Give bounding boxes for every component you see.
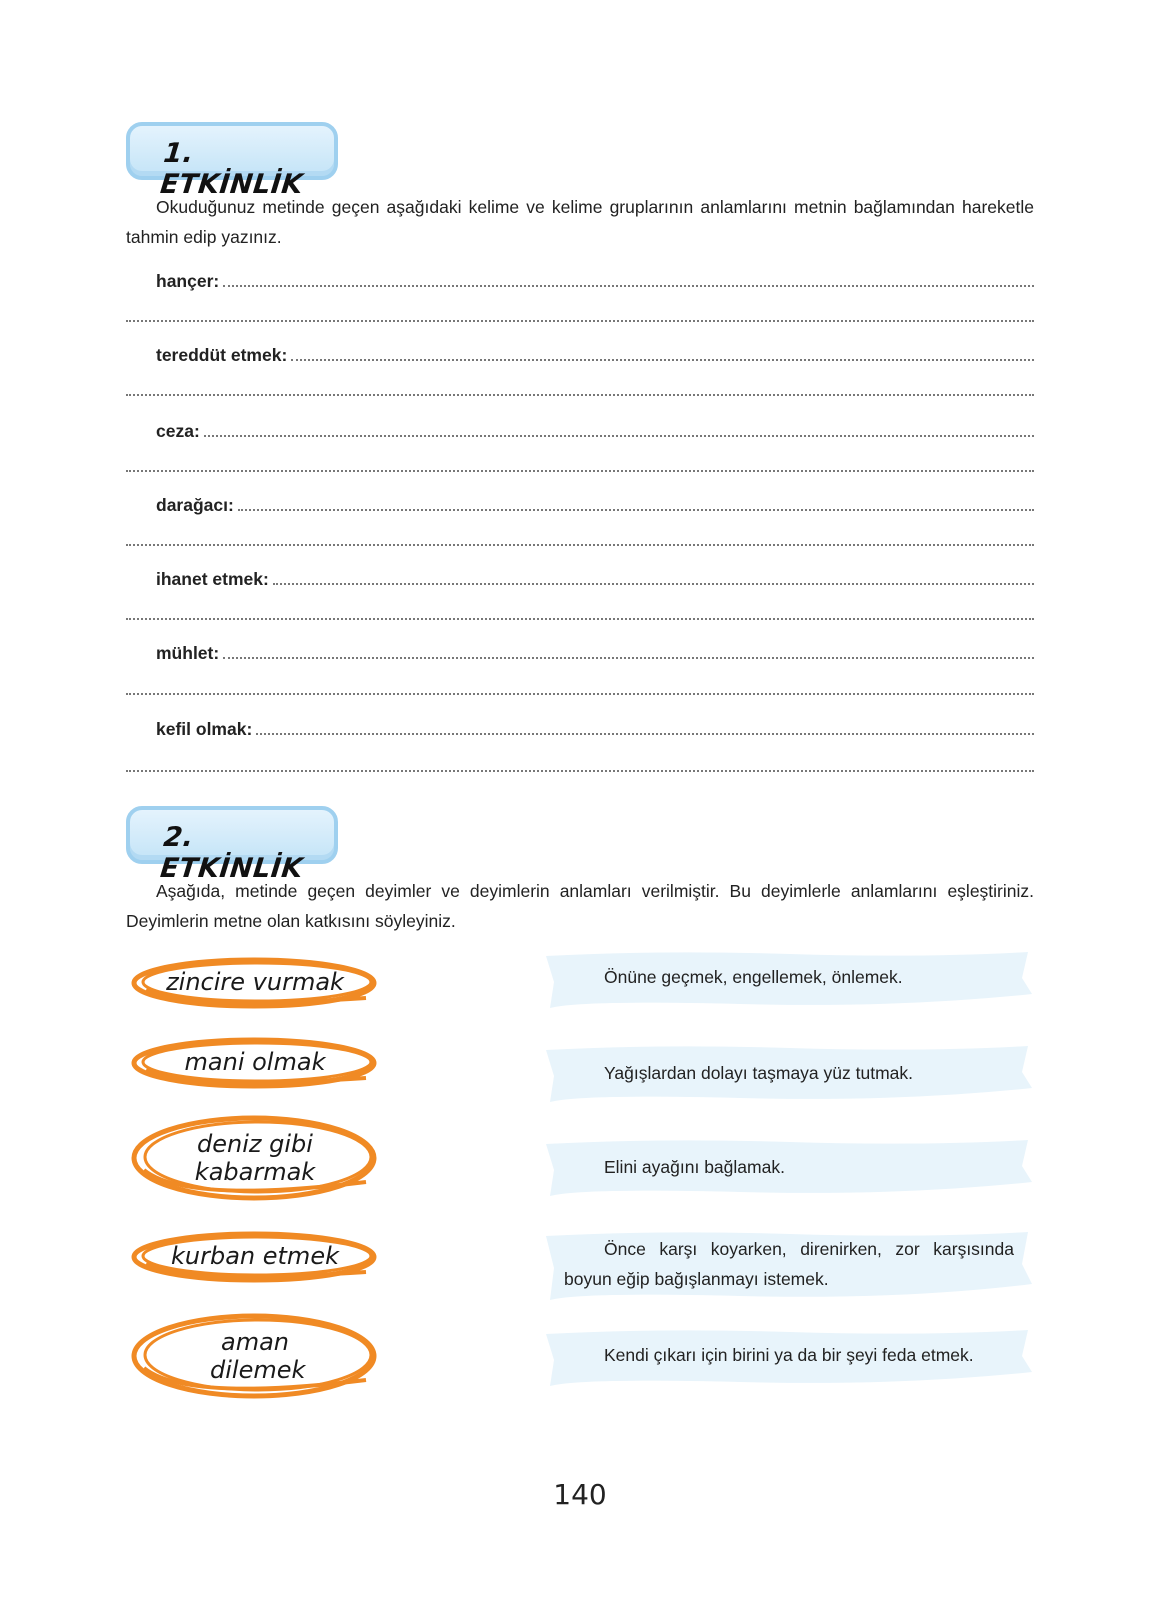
answer-line[interactable] <box>291 358 1034 361</box>
term-label: ceza: <box>156 421 200 441</box>
term-row <box>126 716 1034 740</box>
meaning-box[interactable] <box>540 1136 1035 1200</box>
meaning-box[interactable] <box>540 948 1035 1012</box>
meaning-box[interactable] <box>540 1228 1035 1304</box>
term-label: kefil olmak: <box>156 719 253 739</box>
answer-line[interactable] <box>126 320 1034 322</box>
term-label: tereddüt etmek: <box>156 345 288 365</box>
meaning-text: Önce karşı koyarken, direnirken, zor karşısında boyun eğip bağışlanmayı istemek. <box>564 1239 1014 1289</box>
meaning-box[interactable] <box>540 1326 1035 1390</box>
activity-2-instruction: Aşağıda, metinde geçen deyimler ve deyimlerin anlamları verilmiştir. Bu deyimlerle anlamlarını eşleştiriniz. Deyimlerin metne olan katkısını söyleyiniz. <box>126 881 1034 931</box>
idiom-label: zincire vurmak <box>166 968 344 996</box>
term-row <box>126 418 1034 442</box>
activity-1-title: 1. ETKİNLİK <box>158 138 305 200</box>
term-label: ihanet etmek: <box>156 569 269 589</box>
idiom-label: kurban etmek <box>171 1242 339 1270</box>
activity-2-title: 2. ETKİNLİK <box>158 822 305 884</box>
meaning-text: Kendi çıkarı için birini ya da bir şeyi feda etmek. <box>604 1345 974 1365</box>
idiom-oval[interactable] <box>126 954 384 1012</box>
page-number: 140 <box>553 1478 607 1511</box>
answer-line[interactable] <box>204 434 1034 437</box>
term-row <box>126 640 1034 664</box>
term-label: mühlet: <box>156 643 220 663</box>
answer-line[interactable] <box>238 508 1034 511</box>
term-row <box>126 268 1034 292</box>
idiom-oval[interactable] <box>126 1034 384 1092</box>
term-row <box>126 342 1034 366</box>
term-label: hançer: <box>156 271 220 291</box>
activity-1-heading <box>126 122 338 200</box>
term-label: darağacı: <box>156 495 234 515</box>
idiom-label: deniz gibi kabarmak <box>194 1130 316 1186</box>
answer-line[interactable] <box>126 693 1034 695</box>
idiom-label: aman dilemek <box>210 1328 306 1384</box>
term-row <box>126 492 1034 516</box>
meaning-text: Elini ayağını bağlamak. <box>604 1157 785 1177</box>
meaning-text: Yağışlardan dolayı taşmaya yüz tutmak. <box>604 1063 913 1083</box>
answer-line[interactable] <box>223 284 1034 287</box>
term-row <box>126 566 1034 590</box>
activity-2-heading <box>126 806 338 884</box>
answer-line[interactable] <box>126 544 1034 546</box>
answer-line[interactable] <box>126 470 1034 472</box>
answer-line[interactable] <box>126 618 1034 620</box>
activity-1-instruction: Okuduğunuz metinde geçen aşağıdaki kelime ve kelime gruplarının anlamlarını metnin bağlamından hareketle tahmin edip yazınız. <box>126 197 1034 247</box>
idiom-oval[interactable] <box>126 1112 384 1204</box>
answer-line[interactable] <box>126 770 1034 772</box>
idiom-oval[interactable] <box>126 1228 384 1286</box>
meaning-text: Önüne geçmek, engellemek, önlemek. <box>604 967 903 987</box>
answer-line[interactable] <box>126 394 1034 396</box>
meaning-box[interactable] <box>540 1042 1035 1106</box>
idiom-oval[interactable] <box>126 1310 384 1402</box>
answer-line[interactable] <box>273 582 1034 585</box>
idiom-label: mani olmak <box>184 1048 326 1076</box>
answer-line[interactable] <box>223 656 1034 659</box>
answer-line[interactable] <box>256 732 1034 735</box>
